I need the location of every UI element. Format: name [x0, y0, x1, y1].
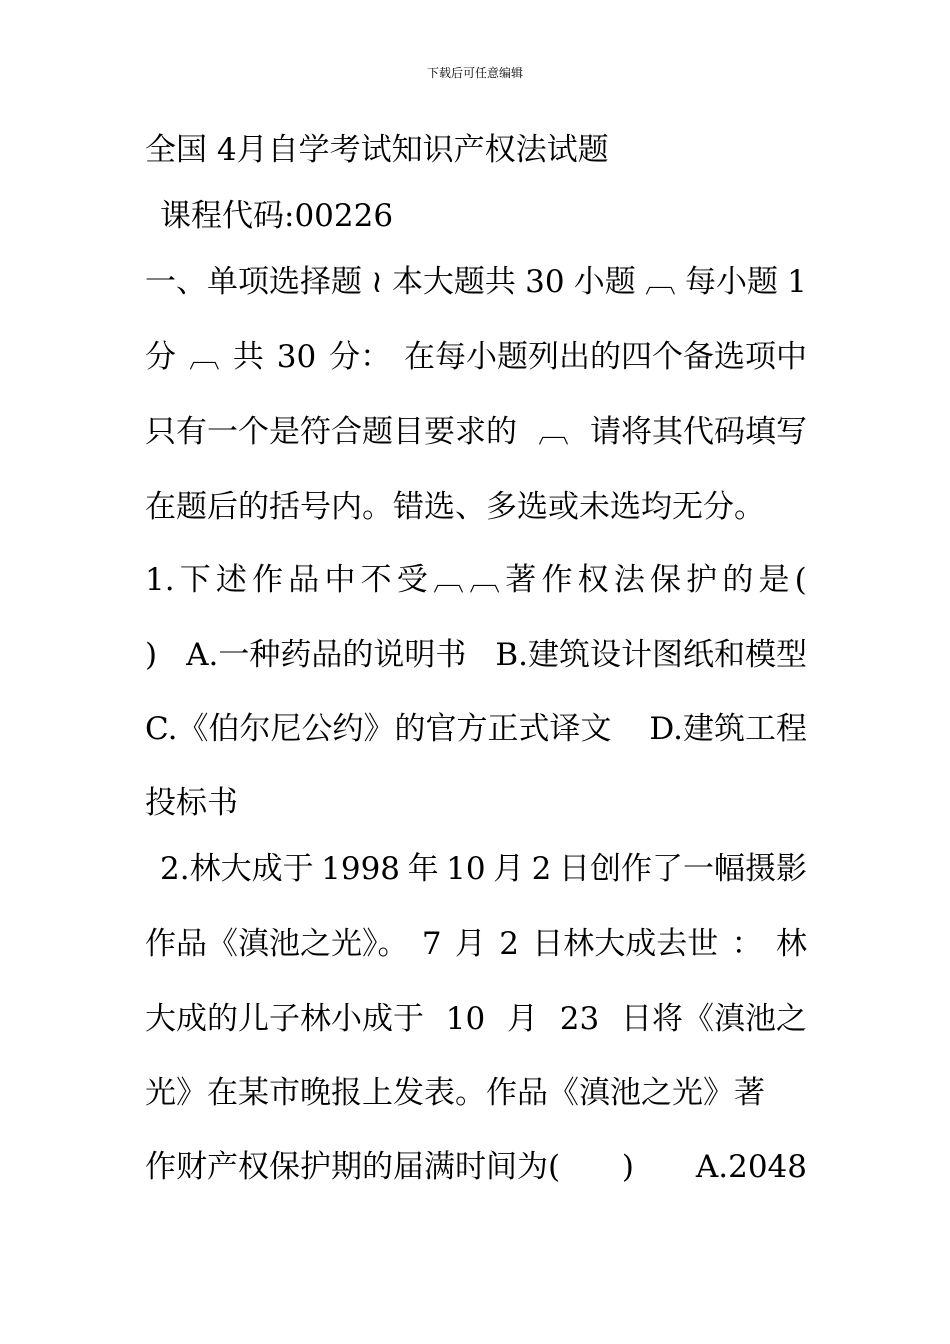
- question-2-line-4: 光》在某市晚报上发表。作品《滇池之光》著: [145, 1075, 765, 1111]
- question-1-option-d-cont: 投标书: [145, 785, 238, 821]
- header-note: 下载后可任意编辑: [426, 66, 523, 80]
- question-2-line-1: 2.林大成于 1998 年 10 月 2 日创作了一幅摄影: [160, 851, 807, 887]
- section-instruction-line-4: 在题后的括号内。错选、多选或未选均无分。: [145, 489, 765, 525]
- question-2-line-2: 作品《滇池之光》。 7 月 2 日林大成去世 ： 林: [145, 926, 807, 962]
- section-instruction-line-3: 只有一个是符合题目要求的 ︹ 请将其代码填写: [145, 414, 807, 450]
- question-1-options-ab: ) A.一种药品的说明书 B.建筑设计图纸和模型: [145, 637, 807, 673]
- section-instruction-line-2: 分 ︹ 共 30 分： 在每小题列出的四个备选项中: [145, 339, 807, 375]
- question-2-line-5: 作财产权保护期的届满时间为( ) A.2048: [145, 1149, 807, 1185]
- course-code: 课程代码:00226: [160, 198, 394, 234]
- question-1-stem: 1. 下 述 作 品 中 不 受 ︹ ︹ 著 作 权 法 保 护 的 是 (: [145, 562, 807, 598]
- question-1-options-cd: C.《伯尔尼公约》的官方正式译文 D.建筑工程: [145, 711, 807, 747]
- question-2-line-3: 大成的儿子林小成于 10 月 23 日将《滇池之: [145, 1001, 807, 1037]
- exam-title: 全国 4月自学考试知识产权法试题: [145, 132, 609, 168]
- section-instruction-line-1: 一、单项选择题 ≀ 本大题共 30 小题 ︹ 每小题 1: [145, 264, 807, 300]
